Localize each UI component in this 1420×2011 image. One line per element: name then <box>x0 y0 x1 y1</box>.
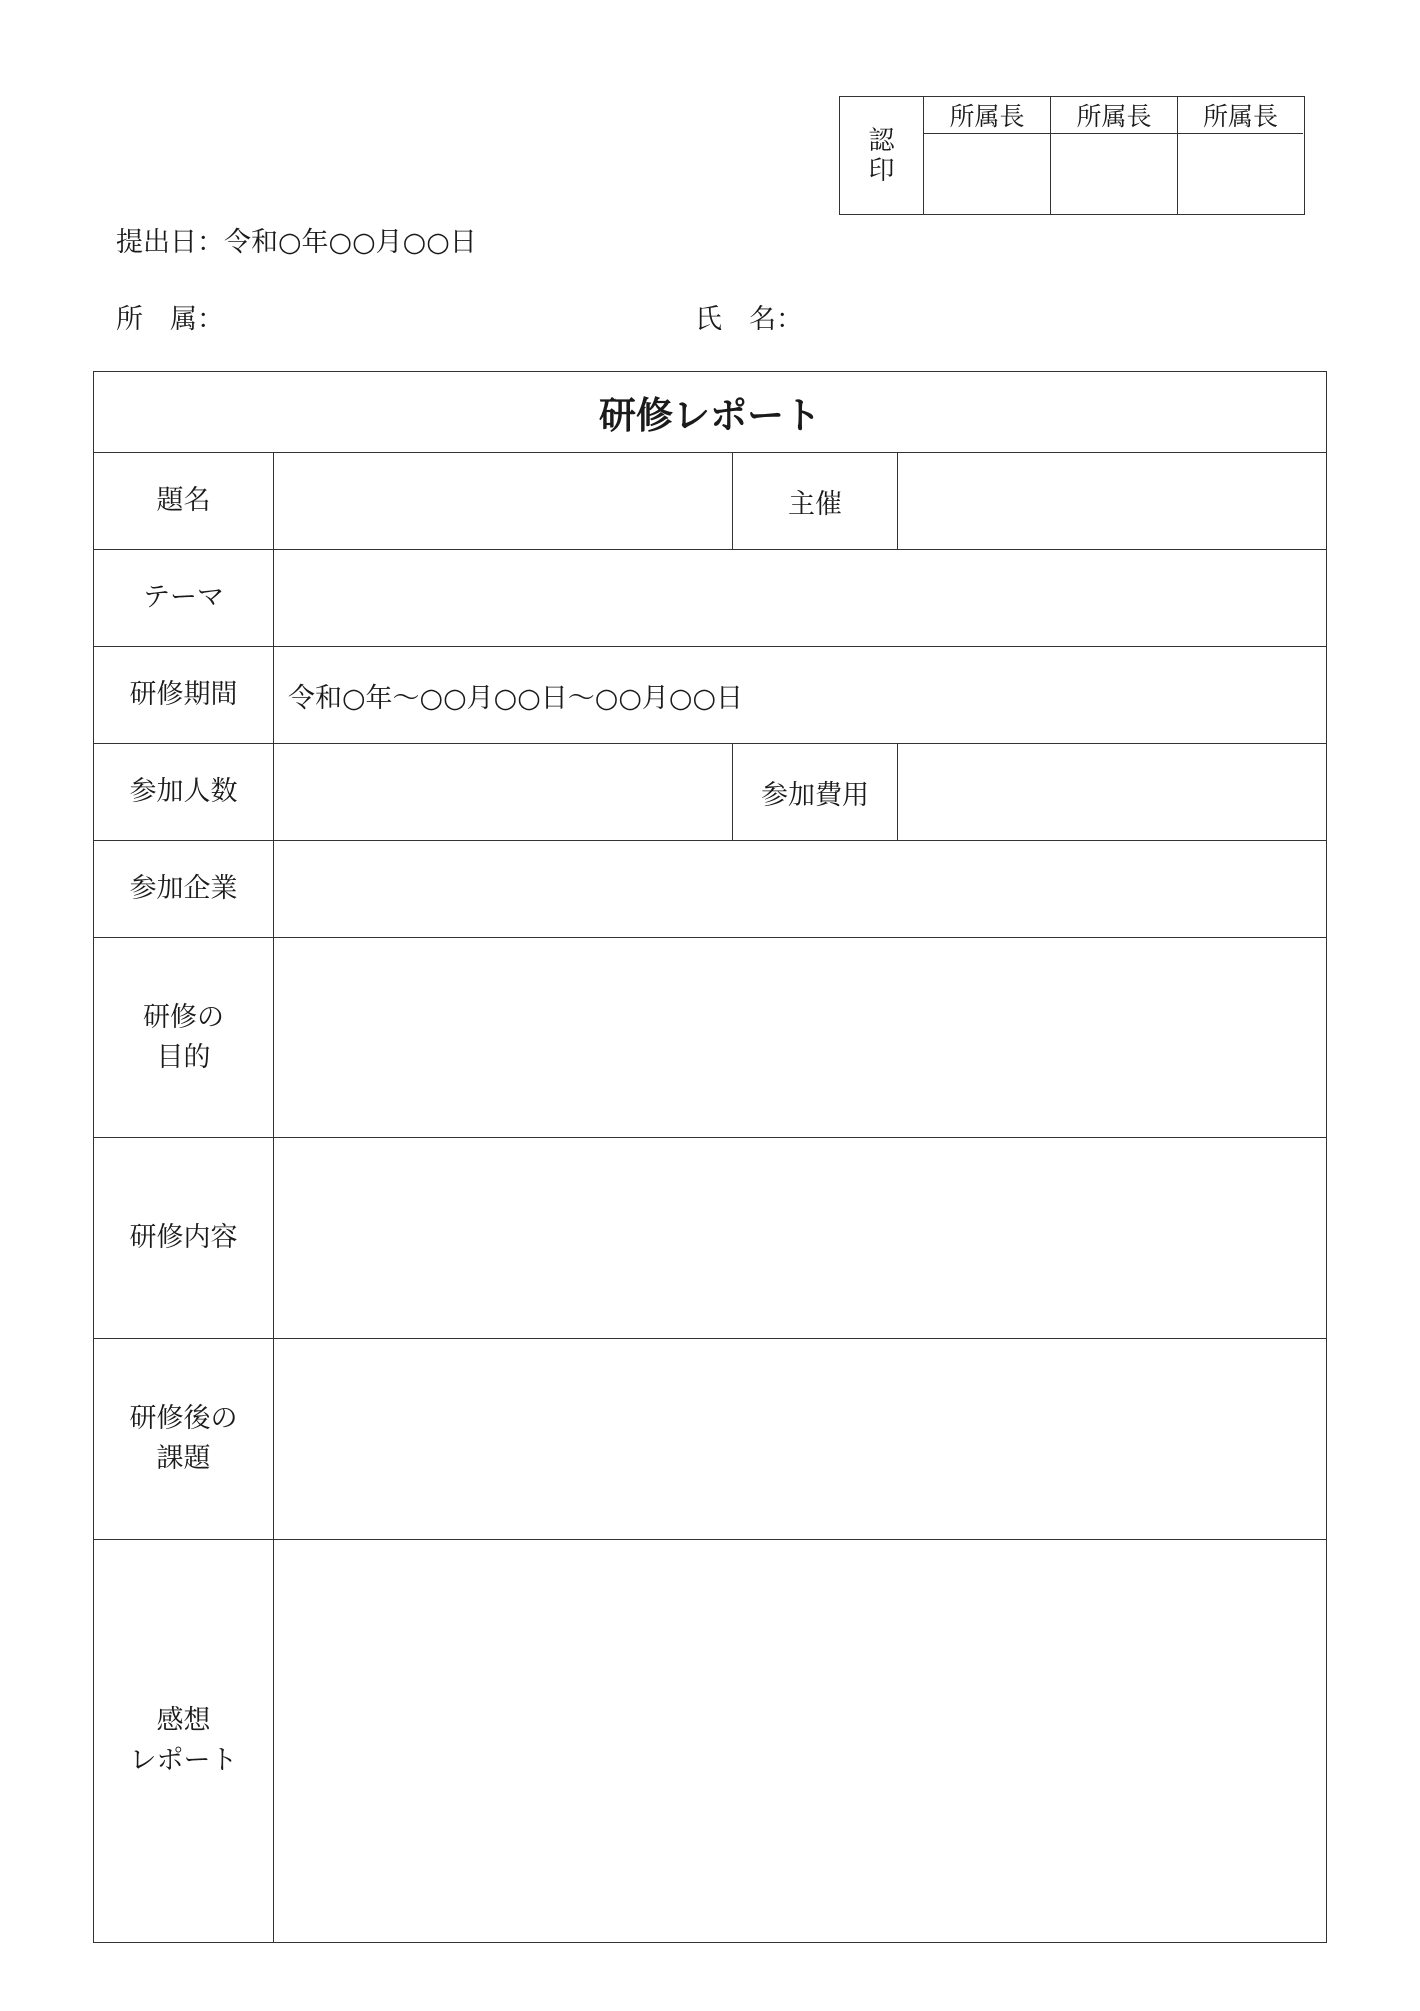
participants-label: 参加人数 <box>94 744 274 840</box>
approval-label-line1: 認 <box>868 125 895 156</box>
approval-column-3[interactable] <box>1178 97 1303 214</box>
issues-label <box>94 1339 274 1539</box>
issues-label-line1: 研修後の <box>129 1403 238 1434</box>
purpose-field[interactable] <box>274 938 1326 1137</box>
period-row <box>94 647 1326 744</box>
training-report-form <box>93 371 1327 1943</box>
content-row <box>94 1138 1326 1339</box>
purpose-label-line2: 目的 <box>156 1041 211 1073</box>
issues-label-line2: 課題 <box>156 1443 211 1474</box>
participants-field[interactable] <box>274 744 733 840</box>
content-label: 研修内容 <box>94 1138 274 1338</box>
period-value: 令和○年～○○月○○日～○○月○○日 <box>288 682 744 714</box>
name-label: 氏 名： <box>695 304 803 335</box>
impression-row <box>94 1540 1326 1942</box>
organizer-label: 主催 <box>733 453 898 549</box>
participants-row <box>94 744 1326 841</box>
submission-date: 提出日：令和○年○○月○○日 <box>116 227 477 258</box>
subject-row <box>94 453 1326 550</box>
theme-row <box>94 550 1326 647</box>
purpose-label <box>94 938 274 1137</box>
purpose-row <box>94 938 1326 1138</box>
approval-label <box>840 97 924 214</box>
companies-field[interactable] <box>274 841 1326 937</box>
approval-column-2[interactable] <box>1051 97 1178 214</box>
approval-stamp-box <box>839 96 1305 215</box>
approval-column-header: 所属長 <box>1051 97 1177 134</box>
affiliation-label: 所 属： <box>116 304 224 335</box>
subject-field[interactable] <box>274 453 733 549</box>
issues-row <box>94 1339 1326 1540</box>
approval-column-1[interactable] <box>924 97 1051 214</box>
theme-label: テーマ <box>94 550 274 646</box>
companies-row <box>94 841 1326 938</box>
form-title-row <box>94 372 1326 453</box>
organizer-field[interactable] <box>898 453 1326 549</box>
subject-label: 題名 <box>94 453 274 549</box>
content-field[interactable] <box>274 1138 1326 1338</box>
period-label: 研修期間 <box>94 647 274 743</box>
impression-label-line2: レポート <box>129 1745 238 1776</box>
approval-column-header: 所属長 <box>1178 97 1303 134</box>
issues-field[interactable] <box>274 1339 1326 1539</box>
impression-field[interactable] <box>274 1540 1326 1942</box>
theme-field[interactable] <box>274 550 1326 646</box>
approval-column-header: 所属長 <box>924 97 1050 134</box>
approval-label-line2: 印 <box>868 155 895 186</box>
impression-label-line1: 感想 <box>156 1705 211 1736</box>
form-title: 研修レポート <box>599 393 821 437</box>
impression-label <box>94 1540 274 1942</box>
companies-label: 参加企業 <box>94 841 274 937</box>
period-field[interactable] <box>274 647 1326 743</box>
purpose-label-line1: 研修の <box>143 1001 224 1033</box>
fee-label: 参加費用 <box>733 744 898 840</box>
fee-field[interactable] <box>898 744 1326 840</box>
